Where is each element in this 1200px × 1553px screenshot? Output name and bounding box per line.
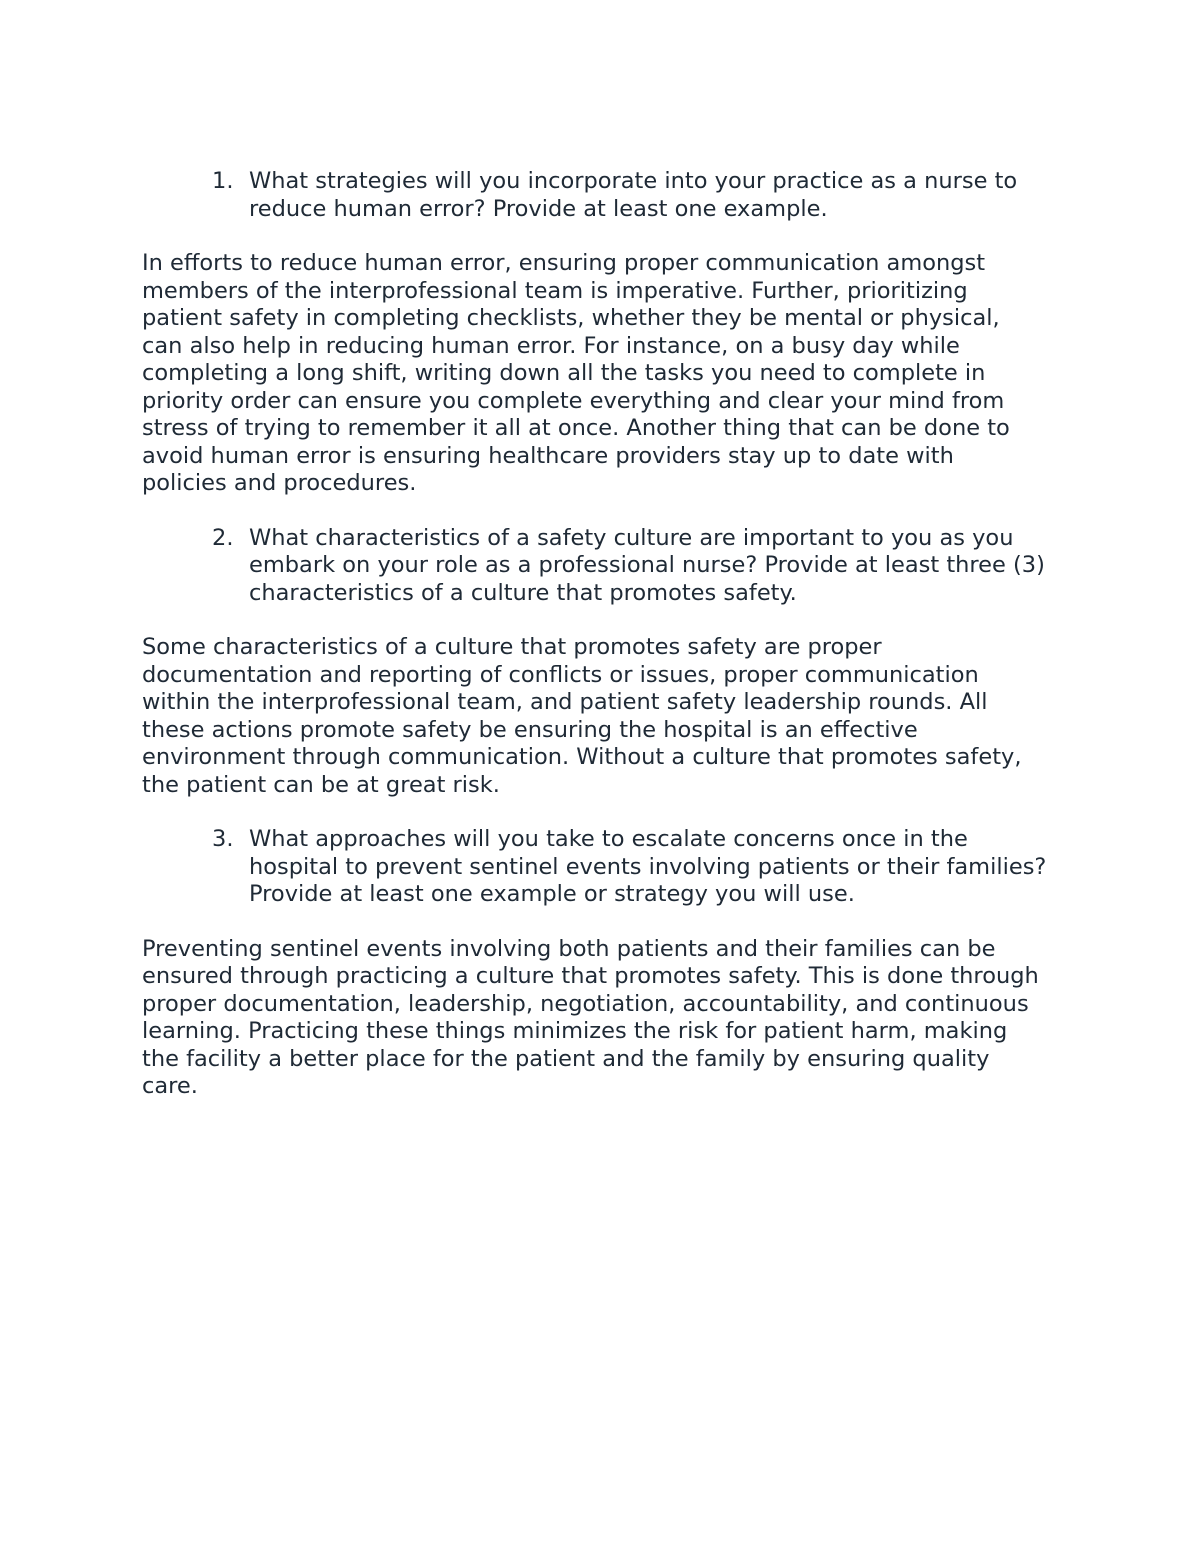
question-text: What approaches will you take to escalate concerns once in the hospital to prevent sentinel events involving patients or their families? Provide at least one example or strategy you will use. [249, 826, 1047, 907]
document-page [142, 168, 1072, 1128]
question-number: 1. [212, 168, 234, 194]
question-number: 2. [212, 524, 234, 551]
answer-1: In efforts to reduce human error, ensuring proper communication amongst members of the interprofessional team is imperative. Further, prioritizing patient safety in completing checklists, whether they be mental or physical, can also help in reducing human error. For instance, on a busy day while completing a long shift, writing down all the tasks you need to complete in priority order can ensure you complete everything and clear your mind from stress of trying to remember it all at once. Another thing that can be done to avoid human error is ensuring healthcare providers stay up to date with policies and procedures. [142, 250, 1010, 496]
question-text: What strategies will you incorporate into your practice as a nurse to reduce human error? Provide at least one example. [249, 168, 1018, 222]
answer-3: Preventing sentinel events involving both patients and their families can be ensured through practicing a culture that promotes safety. This is done through proper documentation, leadership, negotiation, accountability, and continuous learning. Practicing these things minimizes the risk for patient harm, making the facility a better place for the patient and the family by ensuring quality care. [142, 935, 1039, 1099]
question-number: 3. [212, 826, 234, 852]
question-1 [212, 168, 1072, 223]
answer-2: Some characteristics of a culture that promotes safety are proper documentation and reporting of conflicts or issues, proper communication within the interprofessional team, and patient safety leadership rounds. All these actions promote safety be ensuring the hospital is an effective environment through communication. Without a culture that promotes safety, the patient can be at great risk. [142, 634, 1022, 798]
question-text: What characteristics of a safety culture are important to you as you embark on your role as a professional nurse? Provide at least three (3) characteristics of a culture that promotes safety. [249, 524, 1045, 606]
question-3 [212, 826, 1072, 909]
question-2 [212, 525, 1072, 608]
